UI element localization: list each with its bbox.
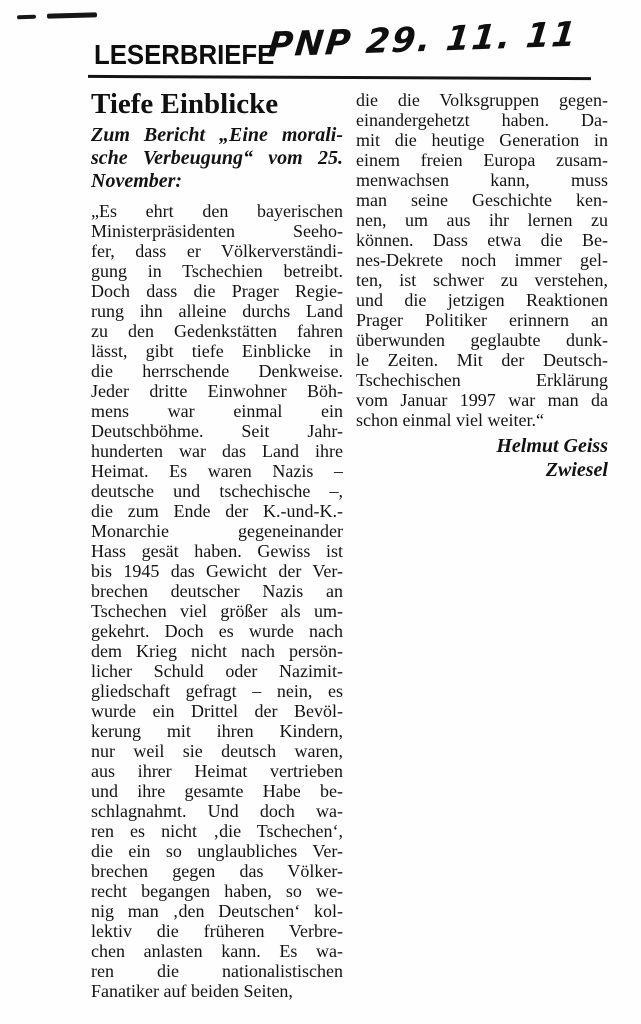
text-line: chen anlasten kann. Es wa- bbox=[91, 941, 343, 961]
text-line: bis 1945 das Gewicht der Ver- bbox=[91, 561, 343, 581]
text-line: Monarchie gegeneinander bbox=[91, 521, 343, 541]
text-line: schlagnahmt. Und doch wa- bbox=[91, 801, 343, 821]
text-line: mit die heutige Generation in bbox=[356, 130, 608, 150]
text-line: kerung mit ihren Kindern, bbox=[91, 721, 343, 741]
handwritten-date-note: PNP 29. 11. 11 bbox=[265, 14, 580, 66]
text-line: Ministerpräsidenten Seeho- bbox=[91, 221, 343, 241]
text-line: Prager Politiker erinnern an bbox=[356, 310, 608, 330]
text-line: nes-Dekrete noch immer gel- bbox=[356, 250, 608, 270]
article-body-column-2 bbox=[356, 90, 608, 430]
signature-block bbox=[356, 434, 608, 482]
text-line: recht begangen haben, so we- bbox=[91, 881, 343, 901]
text-line: dem Krieg nicht nach persön- bbox=[91, 641, 343, 661]
text-line: Hass gesät haben. Gewiss ist bbox=[91, 541, 343, 561]
signature-name: Helmut Geiss bbox=[496, 435, 608, 457]
text-line: rung ihn alleine durchs Land bbox=[91, 301, 343, 321]
text-line: Deutschböhme. Seit Jahr- bbox=[91, 421, 343, 441]
text-line: licher Schuld oder Nazimit- bbox=[91, 661, 343, 681]
text-line: fer, dass er Völkerverständi- bbox=[91, 241, 343, 261]
text-line: einem freien Europa zusam- bbox=[356, 150, 608, 170]
lede-line: Zum Bericht „Eine morali- bbox=[91, 124, 343, 146]
text-line: Jeder dritte Einwohner Böh- bbox=[91, 381, 343, 401]
text-line: lässt, gibt tiefe Einblicke in bbox=[91, 341, 343, 361]
text-line: menwachsen kann, muss bbox=[356, 170, 608, 190]
text-line: und ihre gesamte Habe be- bbox=[91, 781, 343, 801]
lede-line: November: bbox=[91, 170, 183, 192]
article-title: Tiefe Einblicke bbox=[91, 88, 279, 120]
article-body-column-1 bbox=[91, 201, 343, 1001]
lede-line: sche Verbeugung“ vom 25. bbox=[91, 147, 343, 169]
text-line: einandergehetzt haben. Da- bbox=[356, 110, 608, 130]
pen-mark bbox=[17, 15, 36, 20]
text-line: ren die nationalistischen bbox=[91, 961, 343, 981]
text-line: mens war einmal ein bbox=[91, 401, 343, 421]
text-line: ren es nicht ‚die Tschechen‘, bbox=[91, 821, 343, 841]
text-line: brechen deutscher Nazis an bbox=[91, 581, 343, 601]
text-line: le Zeiten. Mit der Deutsch- bbox=[356, 350, 608, 370]
text-line: vom Januar 1997 war man da bbox=[356, 390, 608, 410]
text-line: Tschechen viel größer als um- bbox=[91, 601, 343, 621]
text-line: gliedschaft gefragt – nein, es bbox=[91, 681, 343, 701]
pen-mark bbox=[47, 12, 97, 18]
article-column-2 bbox=[356, 90, 608, 482]
text-line: „Es ehrt den bayerischen bbox=[91, 201, 343, 221]
text-line: und die jetzigen Reaktionen bbox=[356, 290, 608, 310]
text-line: aus ihrer Heimat vertrieben bbox=[91, 761, 343, 781]
text-line: die die Volksgruppen gegen- bbox=[356, 90, 608, 110]
text-line: zu den Gedenkstätten fahren bbox=[91, 321, 343, 341]
text-line: die herrschende Denkweise. bbox=[91, 361, 343, 381]
section-title: LESERBRIEFE bbox=[94, 39, 275, 70]
text-line: überwunden geglaubte dunk- bbox=[356, 330, 608, 350]
header-rule bbox=[88, 75, 591, 80]
text-line: brechen gegen das Völker- bbox=[91, 861, 343, 881]
text-line: Doch dass die Prager Regie- bbox=[91, 281, 343, 301]
article-column-1 bbox=[91, 88, 343, 1001]
text-line: hunderten war das Land ihre bbox=[91, 441, 343, 461]
text-line: Fanatiker auf beiden Seiten, bbox=[91, 981, 293, 1001]
signature-city: Zwiesel bbox=[545, 459, 608, 481]
text-line: wurde ein Drittel der Bevöl- bbox=[91, 701, 343, 721]
text-line: lektiv die früheren Verbre- bbox=[91, 921, 343, 941]
text-line: Tschechischen Erklärung bbox=[356, 370, 608, 390]
text-line: nig man ‚den Deutschen‘ kol- bbox=[91, 901, 343, 921]
text-line: Heimat. Es waren Nazis – bbox=[91, 461, 343, 481]
text-line: nur weil sie deutsch waren, bbox=[91, 741, 343, 761]
text-line: schon einmal viel weiter.“ bbox=[356, 410, 544, 430]
text-line: man seine Geschichte ken- bbox=[356, 190, 608, 210]
text-line: deutsche und tschechische –, bbox=[91, 481, 343, 501]
text-line: nen, um aus ihr lernen zu bbox=[356, 210, 608, 230]
text-line: können. Dass etwa die Be- bbox=[356, 230, 608, 250]
text-line: gekehrt. Doch es wurde nach bbox=[91, 621, 343, 641]
text-line: ten, ist schwer zu verstehen, bbox=[356, 270, 608, 290]
text-line: die zum Ende der K.-und-K.- bbox=[91, 501, 343, 521]
article-lede bbox=[91, 124, 343, 193]
text-line: die ein so unglaubliches Ver- bbox=[91, 841, 343, 861]
text-line: gung in Tschechien betreibt. bbox=[91, 261, 343, 281]
